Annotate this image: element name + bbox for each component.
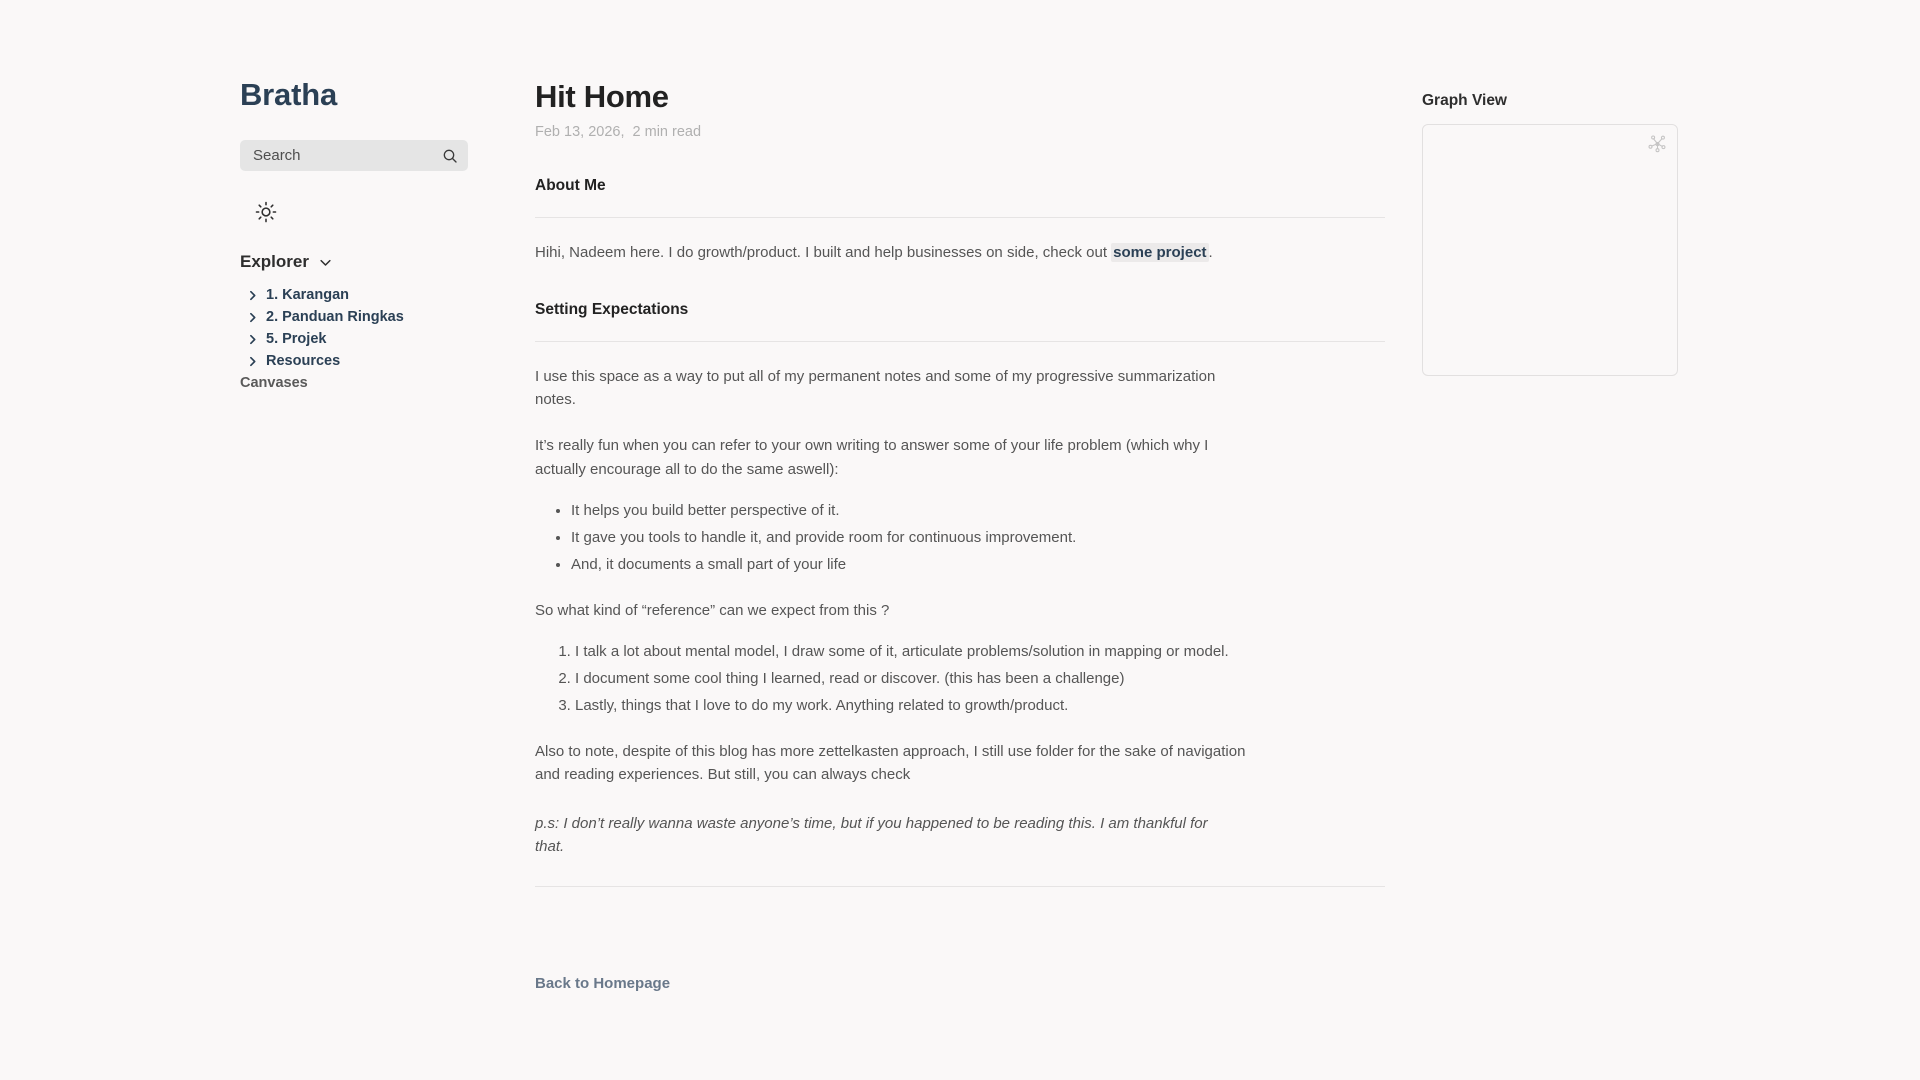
explorer-label: Explorer [240, 252, 309, 272]
sidebar-item-canvases[interactable] [240, 372, 472, 394]
paragraph-4: Also to note, despite of this blog has more zettelkasten approach, I still use folder for the sake of navigation and reading experiences. But still, you can always check [535, 742, 1246, 783]
paragraph-3: So what kind of “reference” can we expect from this ? [535, 601, 890, 619]
chevron-right-icon [246, 355, 259, 368]
graph-view-panel [1422, 92, 1680, 376]
chevron-right-icon [246, 333, 259, 346]
about-text-before: Hihi, Nadeem here. I do growth/product. I built and help businesses on side, check out [535, 244, 1112, 262]
explorer-toggle[interactable] [240, 252, 472, 272]
explorer-list [240, 284, 472, 394]
chevron-right-icon [246, 289, 259, 302]
chevron-down-icon [318, 255, 333, 270]
list-item: • It gave you tools to handle it, and provide room for continuous improvement. [571, 527, 1385, 548]
article-date: Feb 13, 2026, [535, 124, 625, 141]
theme-toggle-button[interactable] [255, 201, 277, 223]
section-heading-expectations: Setting Expectations [535, 301, 689, 319]
article-meta [535, 124, 1385, 140]
paragraph-2: It’s really fun when you can refer to your own writing to answer some of your life problem (which why I actually encourage all to do the same aswell): [535, 437, 1209, 478]
article [535, 78, 1385, 887]
back-to-homepage-link[interactable]: Back to Homepage [535, 975, 671, 992]
ps-note: p.s: I don’t really wanna waste anyone’s time, but if you happened to be reading this. I am thankful for that. [535, 814, 1208, 855]
list-item: • It helps you build better perspective of it. [571, 500, 1385, 521]
page-title: Hit Home [535, 79, 669, 114]
list-item: • And, it documents a small part of your life [571, 554, 1385, 575]
search-input[interactable] [240, 140, 468, 171]
sidebar [240, 78, 472, 410]
graph-view-canvas[interactable] [1422, 124, 1678, 376]
divider [535, 886, 1385, 887]
about-text-after: . [1208, 244, 1213, 262]
list-item: 2. I document some cool thing I learned, read or discover. (this has been a challenge) [575, 668, 1385, 689]
site-title[interactable]: Bratha [240, 77, 337, 112]
divider [535, 217, 1385, 218]
sidebar-item-resources[interactable] [240, 350, 472, 372]
divider [535, 341, 1385, 342]
search-icon [442, 148, 458, 164]
sidebar-item-label: 5. Projek [266, 331, 327, 348]
sidebar-item-projek[interactable] [240, 328, 472, 350]
paragraph-1: I use this space as a way to put all of my permanent notes and some of my progressive summarization notes. [535, 368, 1216, 409]
chevron-right-icon [246, 311, 259, 324]
sidebar-item-label: Canvases [240, 375, 308, 392]
sun-icon [255, 201, 277, 223]
article-read-time: 2 min read [632, 124, 702, 141]
search-placeholder: Search [253, 147, 301, 165]
list-item: 3. Lastly, things that I love to do my work. Anything related to growth/product. [575, 695, 1385, 716]
about-paragraph [535, 241, 1235, 264]
numbered-list [535, 641, 1385, 717]
bullet-list [535, 500, 1385, 576]
some-project-link[interactable]: some project [1113, 244, 1207, 262]
sidebar-item-label: 2. Panduan Ringkas [266, 309, 404, 326]
graph-view-title: Graph View [1422, 92, 1507, 109]
graph-nodes-icon[interactable] [1647, 134, 1668, 155]
list-item: 1. I talk a lot about mental model, I draw some of it, articulate problems/solution in mapping or model. [575, 641, 1385, 662]
sidebar-item-label: Resources [266, 353, 341, 370]
sidebar-item-karangan[interactable] [240, 284, 472, 306]
sidebar-item-label: 1. Karangan [266, 287, 349, 304]
sidebar-item-panduan-ringkas[interactable] [240, 306, 472, 328]
section-heading-about: About Me [535, 177, 606, 195]
